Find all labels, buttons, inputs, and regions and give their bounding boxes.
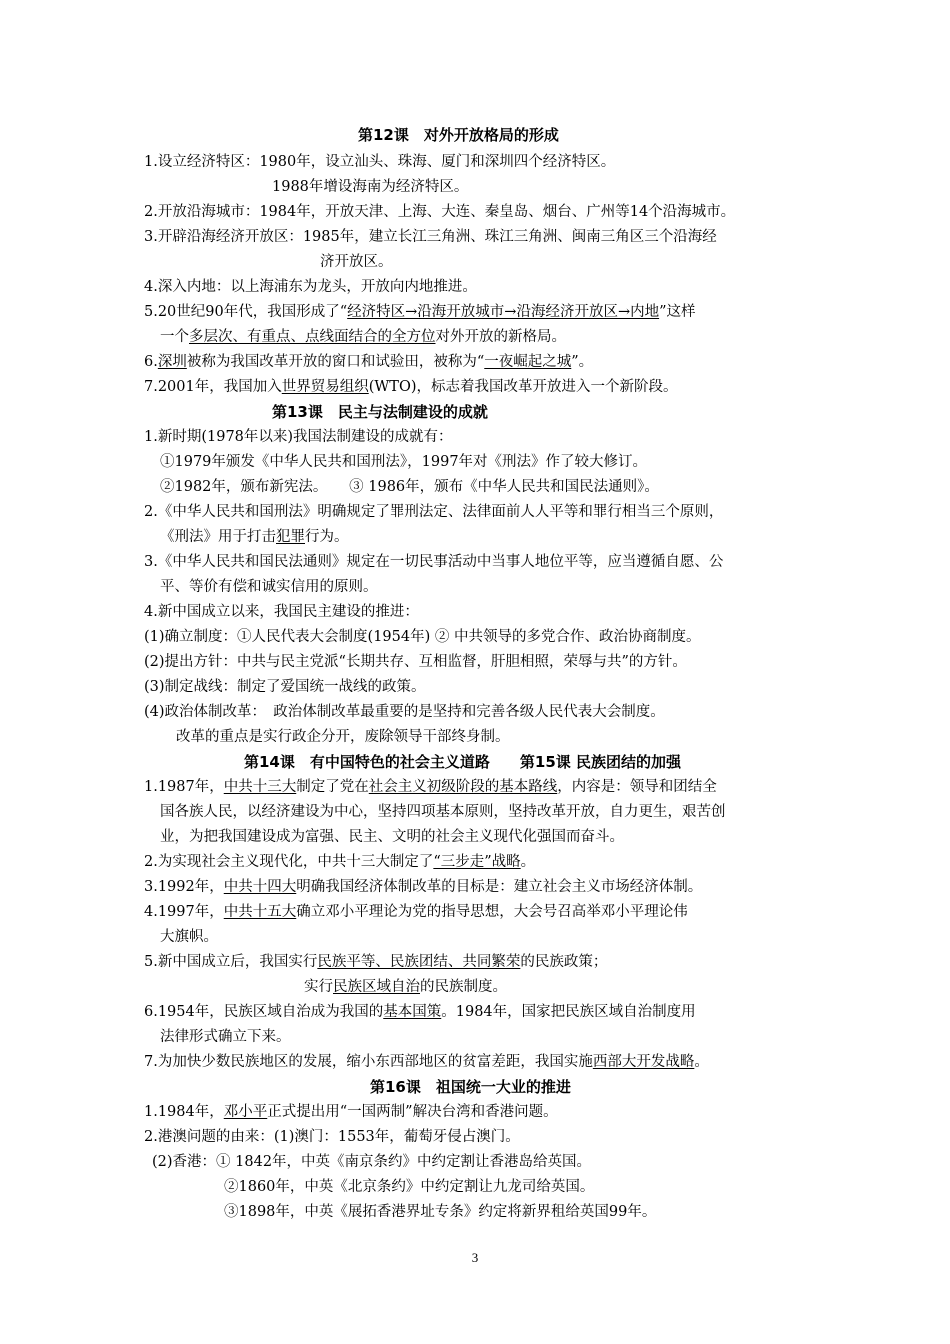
l13-item-1: 1.新时期(1978年以来)我国法制建设的成就有： — [144, 429, 453, 445]
text: 行为。 — [305, 529, 349, 545]
lesson-12-title: 第12课 对外开放格局的形成 — [358, 126, 559, 144]
l12-item-7 — [144, 378, 678, 396]
text: 。 — [694, 1054, 709, 1070]
text: (WTO)，标志着我国改革开放进入一个新阶段。 — [368, 379, 678, 395]
l12-item-1: 1.设立经济特区：1980年，设立汕头、珠海、厦门和深圳四个经济特区。 — [144, 154, 616, 170]
page-number: 3 — [471, 1250, 479, 1265]
l16-item-2d: ③1898年，中英《展拓香港界址专条》约定将新界租给英国99年。 — [224, 1204, 657, 1220]
l13-point-1: (1)确立制度：①人民代表大会制度(1954年) ② 中共领导的多党合作、政治协商制度。 — [144, 629, 701, 645]
underlined-term: 一夜崛起之城 — [484, 354, 572, 370]
text: 的民族制度。 — [420, 979, 507, 995]
l13-point-4-cont: 改革的重点是实行政企分开，废除领导干部终身制。 — [176, 729, 510, 745]
l13-point-3: (3)制定战线：制定了爱国统一战线的政策。 — [144, 679, 426, 695]
underlined-term: 邓小平 — [223, 1104, 268, 1120]
l12-item-1-cont: 1988年增设海南为经济特区。 — [272, 179, 469, 195]
text: 对外开放的新格局。 — [435, 329, 566, 345]
underlined-term: 深圳 — [157, 354, 187, 370]
underlined-term: 中共十三大 — [223, 779, 297, 795]
text: 一个 — [160, 329, 189, 345]
text: 《刑法》用于打击 — [160, 529, 276, 545]
text: 明确我国经济体制改革的目标是：建立社会主义市场经济体制。 — [296, 879, 703, 895]
underlined-term: 社会主义初级阶段的基本路线 — [368, 779, 558, 795]
l14-item-3 — [144, 878, 702, 896]
l14-item-1-cont: 国各族人民，以经济建设为中心，坚持四项基本原则，坚持改革开放，自力更生，艰苦创 — [160, 804, 726, 820]
l16-item-2c: ②1860年，中英《北京条约》中约定割让九龙司给英国。 — [224, 1179, 595, 1195]
l13-item-1a: ①1979年颁发《中华人民共和国刑法》，1997年对《刑法》作了较大修订。 — [160, 454, 648, 470]
underlined-term: 中共十四大 — [223, 879, 297, 895]
underlined-term: 犯罪 — [276, 529, 305, 545]
text: 2.为实现社会主义现代化，中共十三大制定了 — [144, 854, 434, 870]
l14-item-4-cont: 大旗帜。 — [160, 929, 218, 945]
l14-item-1-cont2: 业，为把我国建设成为富强、民主、文明的社会主义现代化强国而奋斗。 — [160, 829, 624, 845]
text: 被称为我国改革开放的窗口和试验田，被称为“ — [186, 354, 485, 370]
l14-item-5-cont — [304, 978, 507, 996]
text: 7.2001年，我国加入 — [144, 379, 282, 395]
text: 6. — [144, 354, 158, 370]
text: 制定了党在 — [296, 779, 369, 795]
underlined-term: 西部大开发战略 — [592, 1054, 695, 1070]
text: 实行 — [304, 979, 333, 995]
underlined-term: “三步走”战略 — [433, 854, 521, 870]
text: ”。 — [571, 354, 594, 370]
l13-item-3: 3.《中华人民共和国民法通则》规定在一切民事活动中当事人地位平等，应当遵循自愿、公 — [144, 554, 724, 570]
text: ，内容是：领导和团结全 — [557, 779, 717, 795]
text: 1.1987年， — [144, 779, 224, 795]
lesson-13-title: 第13课 民主与法制建设的成就 — [272, 403, 488, 421]
lesson-16-title: 第16课 祖国统一大业的推进 — [370, 1078, 571, 1096]
l12-item-6 — [144, 353, 593, 371]
l13-item-3-cont: 平、等价有偿和诚实信用的原则。 — [160, 579, 378, 595]
l13-point-4: (4)政治体制改革： 政治体制改革最重要的是坚持和完善各级人民代表大会制度。 — [144, 704, 665, 720]
underlined-term: 中共十五大 — [223, 904, 297, 920]
underlined-term: 基本国策 — [383, 1004, 442, 1020]
text: 7.为加快少数民族地区的发展，缩小东西部地区的贫富差距，我国实施 — [144, 1054, 593, 1070]
l14-item-5 — [144, 953, 607, 971]
lesson-14-15-title: 第14课 有中国特色的社会主义道路 第15课 民族团结的加强 — [244, 753, 681, 771]
underlined-term: 经济特区→沿海开放城市→沿海经济开放区→内地 — [347, 304, 660, 320]
l14-item-6-cont: 法律形式确立下来。 — [160, 1029, 291, 1045]
l12-item-4: 4.深入内地：以上海浦东为龙头，开放向内地推进。 — [144, 279, 477, 295]
l13-item-2: 2.《中华人民共和国刑法》明确规定了罪刑法定、法律面前人人平等和罪行相当三个原则， — [144, 504, 724, 520]
l14-item-4 — [144, 903, 688, 921]
text: 确立邓小平理论为党的指导思想，大会号召高举邓小平理论伟 — [296, 904, 688, 920]
underlined-term: 民族区域自治 — [333, 979, 420, 995]
l13-point-2: (2)提出方针：中共与民主党派“长期共存、互相监督，肝胆相照，荣辱与共”的方针。 — [144, 654, 687, 670]
underlined-term: 多层次、有重点、点线面结合的全方位 — [189, 329, 436, 345]
l13-item-2-cont — [160, 528, 349, 546]
l16-item-2: 2.港澳问题的由来：(1)澳门：1553年，葡萄牙侵占澳门。 — [144, 1129, 520, 1145]
l16-item-1 — [144, 1103, 558, 1121]
l16-item-2b: (2)香港：① 1842年，中英《南京条约》中约定割让香港岛给英国。 — [152, 1154, 592, 1170]
underlined-term: 世界贸易组织 — [281, 379, 369, 395]
l12-item-2: 2.开放沿海城市：1984年，开放天津、上海、大连、秦皇岛、烟台、广州等14个沿海城市。 — [144, 204, 736, 220]
l12-item-3: 3.开辟沿海经济开放区：1985年，建立长江三角洲、珠江三角洲、闽南三角区三个沿海经 — [144, 229, 717, 245]
underlined-term: 民族平等、民族团结、共同繁荣 — [317, 954, 521, 970]
l13-item-4: 4.新中国成立以来，我国民主建设的推进： — [144, 604, 419, 620]
l12-item-3-cont: 济开放区。 — [320, 254, 393, 270]
text: ”这样 — [659, 304, 696, 320]
text: 的民族政策； — [520, 954, 608, 970]
text: 3.1992年， — [144, 879, 224, 895]
text: 6.1954年，民族区域自治成为我国的 — [144, 1004, 384, 1020]
l14-item-1 — [144, 778, 717, 796]
text: 5.新中国成立后，我国实行 — [144, 954, 318, 970]
text: 。 — [520, 854, 536, 870]
l12-item-5-cont — [160, 328, 566, 346]
l13-item-1b: ②1982年，颁布新宪法。 ③ 1986年，颁布《中华人民共和国民法通则》。 — [160, 479, 659, 495]
l14-item-7 — [144, 1053, 709, 1071]
l14-item-2 — [144, 853, 535, 871]
text: 正式提出用“一国两制”解决台湾和香港问题。 — [267, 1104, 558, 1120]
text: 5.20世纪90年代，我国形成了“ — [144, 304, 348, 320]
l14-item-6 — [144, 1003, 696, 1021]
text: 。1984年，国家把民族区域自治制度用 — [441, 1004, 696, 1020]
text: 1.1984年， — [144, 1104, 224, 1120]
l12-item-5 — [144, 303, 696, 321]
text: 4.1997年， — [144, 904, 224, 920]
